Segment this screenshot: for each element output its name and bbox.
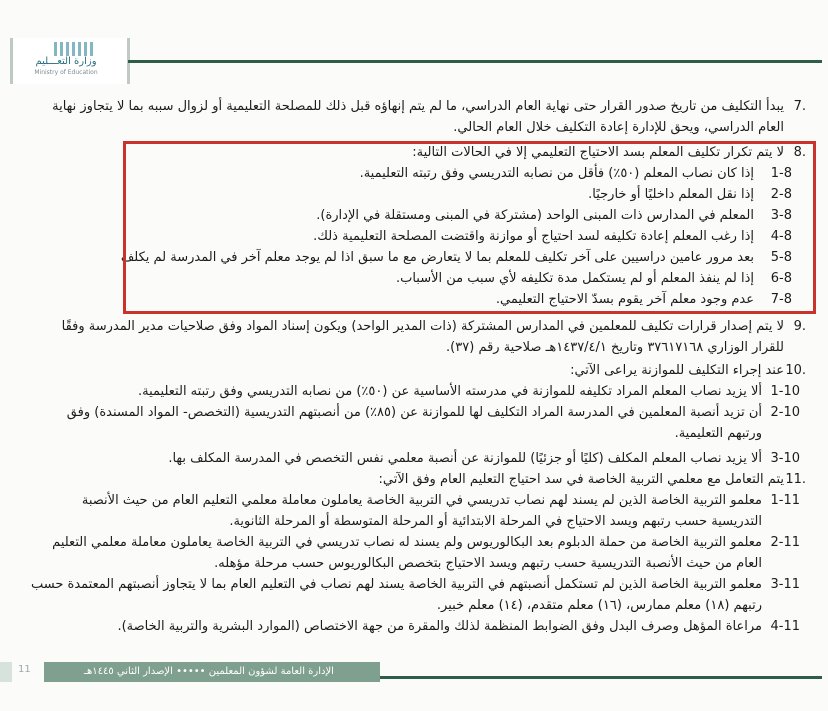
subclause-text: معلمو التربية الخاصة الذين لم تستكمل أنصبتهم في التربية الخاصة يسند لهم نصاب في التعليم العام بما لا يتجاوز أنصبتهم المعتمدة حسب رتبهم (١٨) معلم ممارس، (١٦) معلم متقدم، (١٤) معلم خبير. bbox=[30, 577, 762, 613]
clause-10 bbox=[30, 360, 806, 381]
clause-9 bbox=[30, 316, 806, 358]
clause-11 bbox=[30, 469, 806, 490]
subclause-number: 1-10 bbox=[770, 384, 800, 399]
subclause-11-3 bbox=[30, 574, 806, 616]
subclause-text: ألا يزيد نصاب المعلم المراد تكليفه للموازنة في مدرسته الأساسية عن (٥٠٪) من نصابه التدريسي وفق رتبته التعليمية. bbox=[138, 384, 762, 399]
clause-text: لا يتم إصدار قرارات تكليف للمعلمين في المدارس المشتركة (ذات المدير الواحد) ويكون إسناد المواد وفق صلاحيات مدير المدرسة وفقًا للقرار الوزاري ٣٧٦١٧١٦٨ وتاريخ ١٤٣٧/٤/١هـ صلاحية رقم (٣٧). bbox=[61, 319, 784, 355]
document-body bbox=[30, 96, 806, 637]
subclause-11-2 bbox=[30, 532, 806, 574]
subclause-8-6 bbox=[30, 268, 806, 289]
page-number: 11 bbox=[18, 664, 31, 675]
footer-corner bbox=[0, 662, 12, 682]
subclause-8-5 bbox=[30, 247, 806, 268]
subclause-10-2 bbox=[30, 402, 806, 444]
clause-number: .7 bbox=[793, 99, 806, 114]
clause-number: .9 bbox=[793, 319, 806, 334]
clause-text: يبدأ التكليف من تاريخ صدور القرار حتى نهاية العام الدراسي، ما لم يتم إنهاؤه قبل ذلك للمصلحة التعليمية أو لزوال سببه بما لا يتجاوز نهاية العام الدراسي، ويحق للإدارة إعادة التكليف خلال العام الحالي. bbox=[52, 99, 784, 135]
subclause-text: معلمو التربية الخاصة من حملة الدبلوم بعد البكالوريوس ولم يسند له نصاب تدريسي في التربية الخاصة يعاملون معاملة معلمي التعليم العام من حيث الأنصبة التدريسية حسب رتبهم ويسد الاحتياج بتخصص البكالوريوس حسب مرحلة مؤهله. bbox=[52, 535, 762, 571]
subclause-number: 2-8 bbox=[770, 187, 792, 202]
subclause-text: أن تزيد أنصبة المعلمين في المدرسة المراد التكليف لها للموازنة عن (٨٥٪) من أنصبتهم التدريسية (التخصص- المواد المسندة) وفق ورتبهم التعليمية. bbox=[66, 405, 762, 441]
subclause-text: إذا لم ينفذ المعلم أو لم يستكمل مدة تكليفه لأي سبب من الأسباب. bbox=[395, 271, 754, 286]
subclause-number: 7-8 bbox=[770, 292, 792, 307]
subclause-number: 3-8 bbox=[770, 208, 792, 223]
subclause-10-3 bbox=[30, 448, 806, 469]
subclause-number: 3-10 bbox=[770, 451, 800, 466]
subclause-text: إذا رغب المعلم إعادة تكليفه لسد احتياج أو موازنة واقتضت المصلحة التعليمية ذلك. bbox=[313, 229, 754, 244]
footer-rule bbox=[380, 676, 822, 679]
logo-arabic-text: وزارة التعـــليم bbox=[35, 56, 97, 67]
subclause-number: 4-11 bbox=[770, 619, 800, 634]
subclause-number: 1-11 bbox=[770, 493, 800, 508]
subclause-11-4 bbox=[30, 616, 806, 637]
subclause-text: مراعاة المؤهل وصرف البدل وفق الضوابط المنظمة لذلك والمقرة من جهة الاختصاص (الموارد البشرية والتربية الخاصة). bbox=[117, 619, 762, 634]
subclause-number: 1-8 bbox=[770, 166, 792, 181]
subclause-number: 2-10 bbox=[770, 405, 800, 420]
subclause-8-1 bbox=[30, 163, 806, 184]
logo-english-text: Ministry of Education bbox=[34, 69, 98, 76]
subclause-number: 5-8 bbox=[770, 250, 792, 265]
clause-number: .11 bbox=[785, 472, 806, 487]
subclause-text: معلمو التربية الخاصة الذين لم يسند لهم نصاب تدريسي في التربية الخاصة يعاملون معاملة معلمي التعليم العام من حيث الأنصبة التدريسية حسب رتبهم ويسد الاحتياج في المرحلة الابتدائية أو المرحلة المتوسطة أو المرحلة الثانوية. bbox=[81, 493, 762, 529]
clause-text: يتم التعامل مع معلمي التربية الخاصة في سد احتياج التعليم العام وفق الآتي: bbox=[378, 472, 784, 487]
subclause-number: 4-8 bbox=[770, 229, 792, 244]
subclause-number: 2-11 bbox=[770, 535, 800, 550]
clause-text: عند إجراء التكليف للموازنة يراعى الآتي: bbox=[570, 363, 784, 378]
clause-number: .10 bbox=[785, 363, 806, 378]
subclause-text: المعلم في المدارس ذات المبنى الواحد (مشتركة في المبنى ومستقلة في الإدارة). bbox=[316, 208, 754, 223]
subclause-number: 6-8 bbox=[770, 271, 792, 286]
header-rule bbox=[128, 60, 822, 63]
subclause-text: عدم وجود معلم آخر يقوم بسدّ الاحتياج التعليمي. bbox=[495, 292, 754, 307]
subclause-text: إذا نقل المعلم داخليًا أو خارجيًا. bbox=[588, 187, 754, 202]
clause-8 bbox=[30, 142, 806, 163]
clause-number: .8 bbox=[793, 145, 806, 160]
subclause-11-1 bbox=[30, 490, 806, 532]
clause-7 bbox=[30, 96, 806, 138]
subclause-8-4 bbox=[30, 226, 806, 247]
subclause-8-7 bbox=[30, 289, 806, 310]
subclause-text: بعد مرور عامين دراسيين على آخر تكليف للمعلم بما لا يتعارض مع ما سبق اذا لم يوجد معلم آخر في المدرسة لم يكلف bbox=[120, 250, 754, 265]
subclause-text: ألا يزيد نصاب المعلم المكلف (كليًا أو جزئيًا) للموازنة عن أنصبة معلمي نفس التخصص في المدرسة المكلف بها. bbox=[168, 451, 762, 466]
subclause-text: إذا كان نصاب المعلم (٥٠٪) فأقل من نصابه التدريسي وفق رتبته التعليمية. bbox=[359, 166, 754, 181]
ministry-logo bbox=[24, 42, 108, 80]
subclause-number: 3-11 bbox=[770, 577, 800, 592]
logo-mark-icon bbox=[54, 42, 94, 56]
clause-text: لا يتم تكرار تكليف المعلم بسد الاحتياج التعليمي إلا في الحالات التالية: bbox=[412, 145, 784, 160]
subclause-8-3 bbox=[30, 205, 806, 226]
footer-text: الإدارة العامة لشؤون المعلمين ••••• الإصدار الثاني ١٤٤٥هـ bbox=[84, 666, 334, 677]
subclause-10-1 bbox=[30, 381, 806, 402]
subclause-8-2 bbox=[30, 184, 806, 205]
